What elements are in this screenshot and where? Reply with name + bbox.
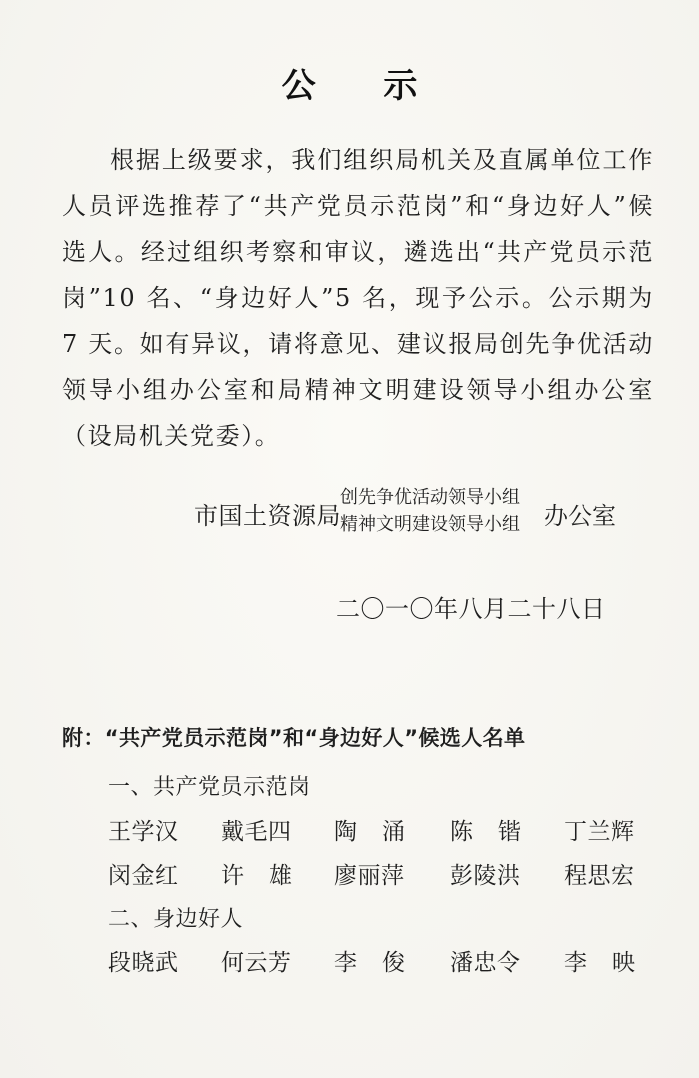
signature-organization: 市国土资源局 (194, 502, 341, 530)
candidate-name: 王学汉 (108, 819, 179, 845)
signature-group-line: 创先争优活动领导小组 (340, 487, 520, 508)
candidate-name: 李映 (564, 950, 660, 976)
candidate-name: 彭陵洪 (450, 863, 521, 889)
candidate-name: 陈锴 (450, 819, 546, 845)
candidate-name: 何云芳 (221, 950, 292, 976)
notice-title: 公 示 (281, 66, 446, 106)
name-row (108, 813, 648, 845)
candidate-name: 段晓武 (108, 950, 179, 976)
signature-group-line: 精神文明建设领导小组 (340, 514, 520, 535)
candidate-name: 戴毛四 (221, 819, 292, 845)
notice-body: 根据上级要求，我们组织局机关及直属单位工作人员评选推荐了“共产党员示范岗”和“身边好人”候选人。经过组织考察和审议，遴选出“共产党员示范岗”10 名、“身边好人”5 名，现予公示。公示期为 7 天。如有异议，请将意见、建议报局创先争优活动领导小组办公室和局精神文明建设领导小组办公室（设局机关党委）。 (62, 146, 654, 450)
attachment-heading: 附：“共产党员示范岗”和“身边好人”候选人名单 (62, 726, 526, 750)
name-row (108, 944, 660, 976)
candidate-name: 潘忠令 (450, 950, 521, 976)
signature-block (194, 484, 634, 546)
section-title: 一、共产党员示范岗 (108, 775, 311, 800)
name-row (108, 857, 648, 889)
candidate-name: 廖丽萍 (334, 863, 405, 889)
candidate-name: 丁兰辉 (564, 819, 635, 845)
candidate-name: 李俊 (334, 950, 430, 976)
candidate-name: 许雄 (221, 863, 317, 889)
candidate-name: 程思宏 (564, 863, 635, 889)
signature-date: 二〇一〇年八月二十八日 (336, 595, 606, 623)
signature-groups (340, 484, 520, 538)
candidate-name: 陶涌 (334, 819, 430, 845)
signature-suffix: 办公室 (544, 502, 616, 530)
section-title: 二、身边好人 (108, 907, 244, 932)
candidate-name: 闵金红 (108, 863, 179, 889)
